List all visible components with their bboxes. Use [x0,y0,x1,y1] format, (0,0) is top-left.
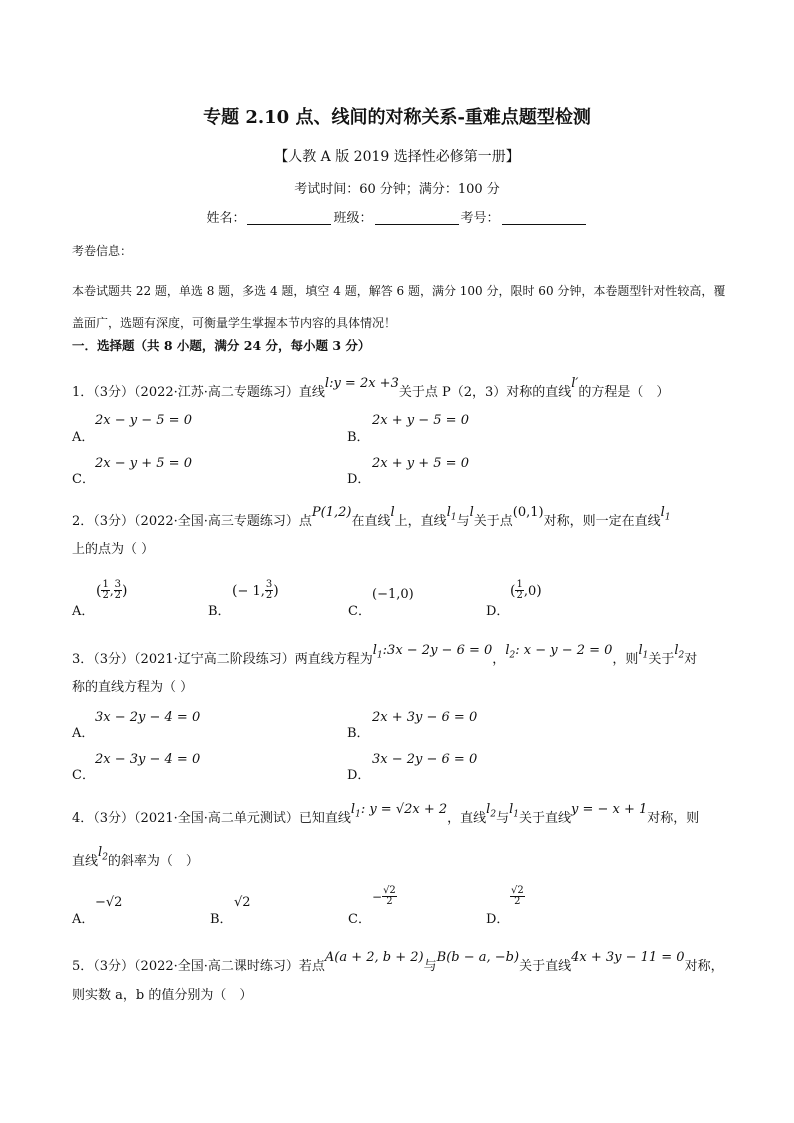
page-title: 专题 2.10 点、线间的对称关系-重难点题型检测 [203,107,591,128]
q4-line-l1: $l_1$: y = √2x + 2 [350,802,448,820]
q5-line: 4x + 3y − 11 = 0 [571,950,685,965]
question-2: 2．（3分）（2022·全国·高三专题练习）点P(1,2)在直线l上，直线$l_1$与l关于点(0,1)对称，则一定在直线$l_1$ [72,505,671,529]
q1-option-d-value: 2x + y + 5 = 0 [372,456,469,471]
q1-option-b[interactable]: B． [347,430,370,445]
q4-axis-line: y = − x + 1 [571,802,648,817]
q2-option-a-value: ( $\frac{1}{2}$ , $\frac{3}{2}$ ) [96,579,128,601]
question-5-line2: 则实数 a，b 的值分别为（ ） [72,988,253,1003]
q4-option-a-value: −√2 [95,895,123,910]
q1-option-b-value: 2x + y − 5 = 0 [372,413,469,428]
exam-time-score: 考试时间：60 分钟；满分：100 分 [294,182,500,197]
q1-option-a[interactable]: A． [72,430,95,445]
q4-option-c-value: − $\frac{√2}{2}$ [372,885,396,907]
q2-line-l: l [390,505,395,520]
student-info-fields [0,207,794,226]
textbook-subtitle: 【人教 A 版 2019 选择性必修第一册】 [274,149,520,165]
q4-option-d-value: $\frac{√2}{2}$ [511,885,524,907]
q3-option-a[interactable]: A． [72,726,95,741]
exam-notes-body: 本卷试题共 22 题，单选 8 题，多选 4 题，填空 4 题，解答 6 题，满分 100 分，限时 60 分钟，本卷题型针对性较高，覆盖面广，选题有深度，可衡量学生掌握本节内容的具体情况！ [72,284,726,330]
q4-option-b-value: √2 [234,895,251,910]
class-blank[interactable] [375,210,459,225]
q2-point: (0,1) [512,505,544,520]
q2-point-p: P(1,2) [311,505,352,520]
q3-option-b-value: 2x + 3y − 6 = 0 [372,710,478,725]
q4-option-d[interactable]: D． [486,912,510,927]
q3-option-c-value: 2x − 3y − 4 = 0 [95,752,201,767]
q2-option-c[interactable]: C． [348,604,371,619]
q3-option-c[interactable]: C． [72,768,95,783]
q2-option-b-value: (− 1, $\frac{3}{2}$ ) [232,579,279,601]
q2-option-b[interactable]: B． [208,604,231,619]
question-3: 3．（3分）（2021·辽宁高二阶段练习）两直线方程为$l_1:3x - 2y - 6 = 0$，$l_2$: x − y − 2 = 0，则$l_1$关于$l_2$对 [72,643,698,667]
question-3-line2: 称的直线方程为（ ） [72,680,194,695]
q1-line-equation: l:y = 2x +3 [324,376,399,391]
q2-option-c-value: (−1,0) [372,587,414,602]
section-title: 一．选择题（共 8 小题，满分 24 分，每小题 3 分） [72,338,371,353]
q3-option-a-value: 3x − 2y − 4 = 0 [95,710,201,725]
q3-option-b[interactable]: B． [347,726,370,741]
number-label: 考号： [460,211,500,226]
q4-option-c[interactable]: C． [348,912,371,927]
question-2-line2: 上的点为（ ） [72,542,155,557]
q3-line-l2: $l_2$: x − y − 2 = 0 [505,643,613,661]
q2-option-d-value: ( $\frac{1}{2}$ ,0) [510,579,542,601]
exam-notes-heading: 考卷信息： [72,244,133,258]
q1-option-c-value: 2x − y + 5 = 0 [95,456,192,471]
question-4: 4．（3分）（2021·全国·高二单元测试）已知直线$l_1$: y = √2x + 2，直线$l_2$与$l_1$关于直线y = − x + 1对称，则 [72,802,700,826]
q2-option-d[interactable]: D． [486,604,510,619]
q1-option-c[interactable]: C． [72,472,95,487]
q5-point-a: A(a + 2, b + 2) [324,950,424,965]
number-blank[interactable] [502,210,586,225]
name-blank[interactable] [247,210,331,225]
q3-line-l1: $l_1:3x - 2y - 6 = 0$ [372,643,493,661]
q5-point-b: B(b − a, −b) [436,950,520,965]
q2-option-a[interactable]: A． [72,604,95,619]
class-label: 班级： [333,211,373,226]
q1-option-d[interactable]: D． [347,472,371,487]
name-label: 姓名： [206,211,246,226]
q1-symmetric-line: l′ [571,376,579,391]
question-5: 5．（3分）（2022·全国·高二课时练习）若点A(a + 2, b + 2)与B(b − a, −b)关于直线4x + 3y − 11 = 0对称， [72,950,724,974]
question-1: 1．（3分）（2022·江苏·高二专题练习）直线l:y = 2x +3关于点 P（2，3）对称的直线l′的方程是（ ） [72,376,670,400]
q3-option-d-value: 3x − 2y − 6 = 0 [372,752,478,767]
q4-option-b[interactable]: B． [210,912,233,927]
q4-option-a[interactable]: A． [72,912,95,927]
question-4-line2: 直线$l_2$的斜率为（ ） [72,845,199,869]
q3-option-d[interactable]: D． [347,768,371,783]
q1-option-a-value: 2x − y − 5 = 0 [95,413,192,428]
